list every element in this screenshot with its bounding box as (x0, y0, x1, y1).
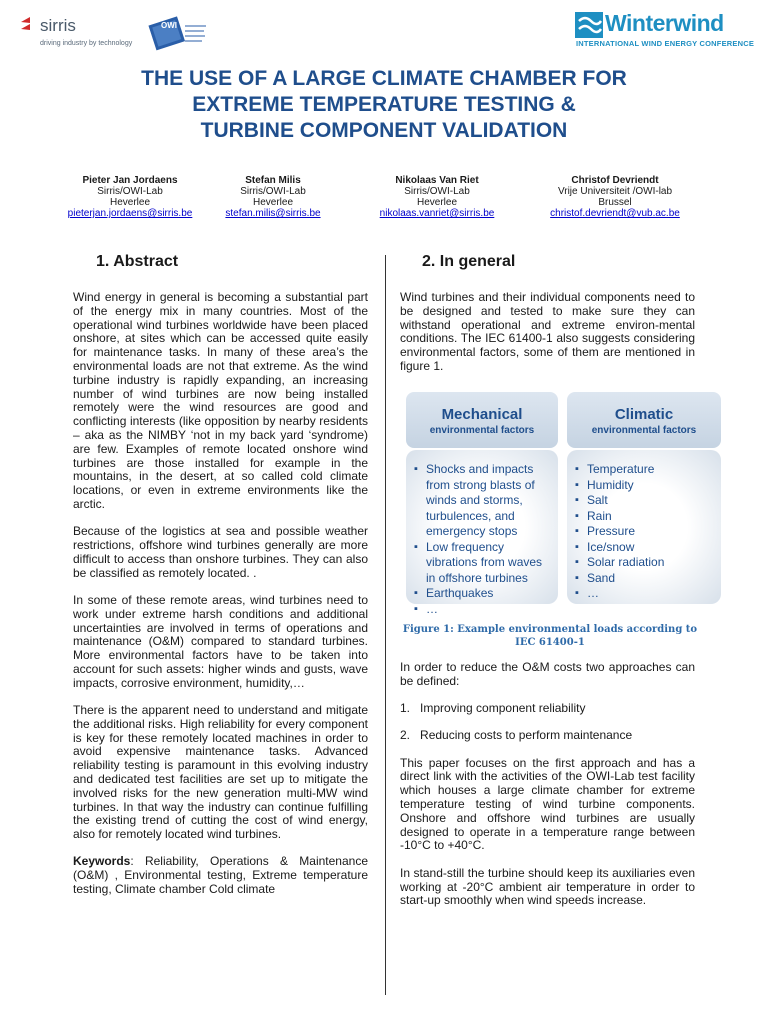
author-affiliation: Sirris/OWI-Lab (404, 186, 470, 197)
winterwind-mark-icon (575, 12, 603, 38)
climatic-item: ▪ Solar radiation (575, 555, 717, 571)
title-line: THE USE OF A LARGE CLIMATE CHAMBER FOR (141, 67, 627, 90)
figure-1 (400, 392, 723, 616)
author-email-link[interactable]: pieterjan.jordaens@sirris.be (67, 208, 193, 219)
author-block (520, 175, 710, 219)
author-block (178, 175, 368, 219)
general-body (400, 661, 695, 922)
svg-text:OWI: OWI (161, 21, 177, 30)
mechanical-item: ▪ Shocks and impacts from strong blasts of winds and storms, turbulences, and emergency stops (414, 462, 554, 540)
climatic-item: ▪ Humidity (575, 478, 717, 494)
climatic-item: ▪ Sand (575, 571, 717, 587)
author-name: Nikolaas Van Riet (395, 175, 479, 186)
approaches-intro: In order to reduce the O&M costs two approaches can be defined: (400, 660, 695, 688)
author-city: Heverlee (252, 197, 294, 208)
winterwind-name: Winterwind (605, 10, 724, 36)
general-intro: Wind turbines and their individual components need to be designed and tested to make sure they can withstand operational and extreme environ-mental conditions. The IEC 61400-1 also suggests considering environmental factors, some of them are mentioned in figure 1. (400, 290, 695, 373)
climatic-item: ▪ Rain (575, 509, 717, 525)
approach-item (400, 729, 695, 743)
author-email-link[interactable]: christof.devriendt@vub.ac.be (550, 208, 680, 219)
sirris-tagline: driving industry by technology (40, 40, 133, 47)
abstract-heading: 1. Abstract (96, 253, 179, 270)
approach-number: 1. (400, 701, 411, 716)
keywords (73, 855, 368, 896)
winterwind-subtitle: INTERNATIONAL WIND ENERGY CONFERENCE (576, 39, 755, 48)
abstract-paragraph: In some of these remote areas, wind turbines need to work under extreme harsh conditions and additional uncertainties are involved in terms of operations and maintenance (O&M) compared to standard turbines. More environmental factors have to be taken into account for such assets: higher winds and gusts, wave impacts, corrosive environment, humidity,… (73, 592, 368, 690)
winterwind-logo (575, 10, 757, 50)
general-paragraph: In stand-still the turbine should keep its auxiliaries even working at -20°C ambient air temperature in order to start-up smoothly when wind speeds increase. (400, 865, 695, 908)
author-block (342, 175, 532, 219)
climatic-title: Climatic (614, 406, 674, 423)
author-name: Pieter Jan Jordaens (82, 175, 178, 186)
mechanical-title: Mechanical (441, 406, 523, 423)
author-affiliation: Sirris/OWI-Lab (240, 186, 306, 197)
approach-text: Reducing costs to perform maintenance (420, 728, 633, 743)
climatic-item: ▪ … (575, 586, 717, 602)
owi-lab-logo (148, 12, 210, 52)
title-line: EXTREME TEMPERATURE TESTING & (192, 93, 576, 116)
author-email-link[interactable]: nikolaas.vanriet@sirris.be (379, 208, 495, 219)
climatic-item: ▪ Temperature (575, 462, 717, 478)
author-affiliation: Sirris/OWI-Lab (97, 186, 163, 197)
mechanical-item: ▪ … (414, 602, 554, 618)
abstract-paragraph: Because of the logistics at sea and possible weather restrictions, offshore wind turbines generally are more difficult to access than onshore turbines. They can also be classified as remotely located. . (73, 524, 368, 580)
mechanical-item: ▪ Earthquakes (414, 586, 554, 602)
climatic-header (567, 392, 721, 448)
mechanical-list-box (406, 450, 558, 616)
sirris-logo (10, 10, 133, 50)
general-paragraph: This paper focuses on the first approach and has a direct link with the activities of the OWI-Lab test facility which houses a large climate chamber for extreme temperature testing of wind turbine components. Onshore and offshore wind turbines are usually designed to operate in a temperature range between -10°C to +40°C. (400, 755, 695, 853)
climatic-subtitle: environmental factors (591, 425, 697, 436)
climatic-list-box (567, 450, 721, 604)
keywords-text: : Reliability, Operations & Maintenance (O&M) , Environmental testing, Extreme temperature testing, Climate chamber Cold climate (73, 854, 368, 897)
figure-caption: Figure 1: Example environmental loads according to IEC 61400-1 (402, 624, 698, 648)
owi-lab-logo-icon (148, 12, 210, 52)
author-email-link[interactable]: stefan.milis@sirris.be (225, 208, 321, 219)
approach-number: 2. (400, 728, 411, 743)
mechanical-subtitle: environmental factors (429, 425, 535, 436)
keywords-label: Keywords (73, 854, 131, 869)
abstract-body (73, 291, 368, 910)
approach-text: Improving component reliability (420, 701, 586, 716)
author-city: Brussel (598, 197, 632, 208)
paper-title (40, 66, 728, 144)
abstract-paragraph: There is the apparent need to understand and mitigate the additional risks. High reliability for every component is key for these remotely located machines in order to avoid expensive maintenance tasks. Advanced reliability testing is paramount in this evolving industry and dedicated test facilities are set up to mitigate the involved risks for the new generation multi-MW wind turbines. In that way the industry can continue fulfilling the existing trend of cutting the cost of wind energy, also for remotely located wind turbines. (73, 703, 368, 842)
author-name: Christof Devriendt (571, 175, 659, 186)
abstract-paragraph: Wind energy in general is becoming a substantial part of the energy mix in many countries. Most of the operational wind turbines worldwide have been placed onshore, at sites which can be accessed quite easily for maintenance tasks. In many of these area’s the environmental loads are not that extreme. As the wind turbine industry is rapidly expanding, an increasing number of wind turbines are now being installed remotely were the wind resources are good and conflicting interests (like opposition by nearby residents – aka as the NIMBY ‘not in my back yard ‘syndrome) are few. Examples of remote located onshore wind turbines are those installed for example in the mountains, in the desert, at so called cold climate locations, or even in extreme environments like the arctic. (73, 290, 368, 511)
climatic-item: ▪ Salt (575, 493, 717, 509)
sirris-mark-icon (18, 14, 40, 36)
climatic-item: ▪ Ice/snow (575, 540, 717, 556)
author-city: Heverlee (109, 197, 151, 208)
mechanical-header (406, 392, 558, 448)
title-line: TURBINE COMPONENT VALIDATION (200, 119, 568, 142)
column-divider (385, 255, 386, 995)
author-city: Heverlee (416, 197, 458, 208)
author-name: Stefan Milis (245, 175, 301, 186)
approach-item (400, 702, 695, 716)
author-affiliation: Vrije Universiteit /OWI-lab (557, 186, 673, 197)
climatic-item: ▪ Pressure (575, 524, 717, 540)
sirris-name: sirris (40, 16, 76, 35)
general-heading: 2. In general (422, 253, 516, 270)
mechanical-item: ▪ Low frequency vibrations from waves in offshore turbines (414, 540, 554, 587)
